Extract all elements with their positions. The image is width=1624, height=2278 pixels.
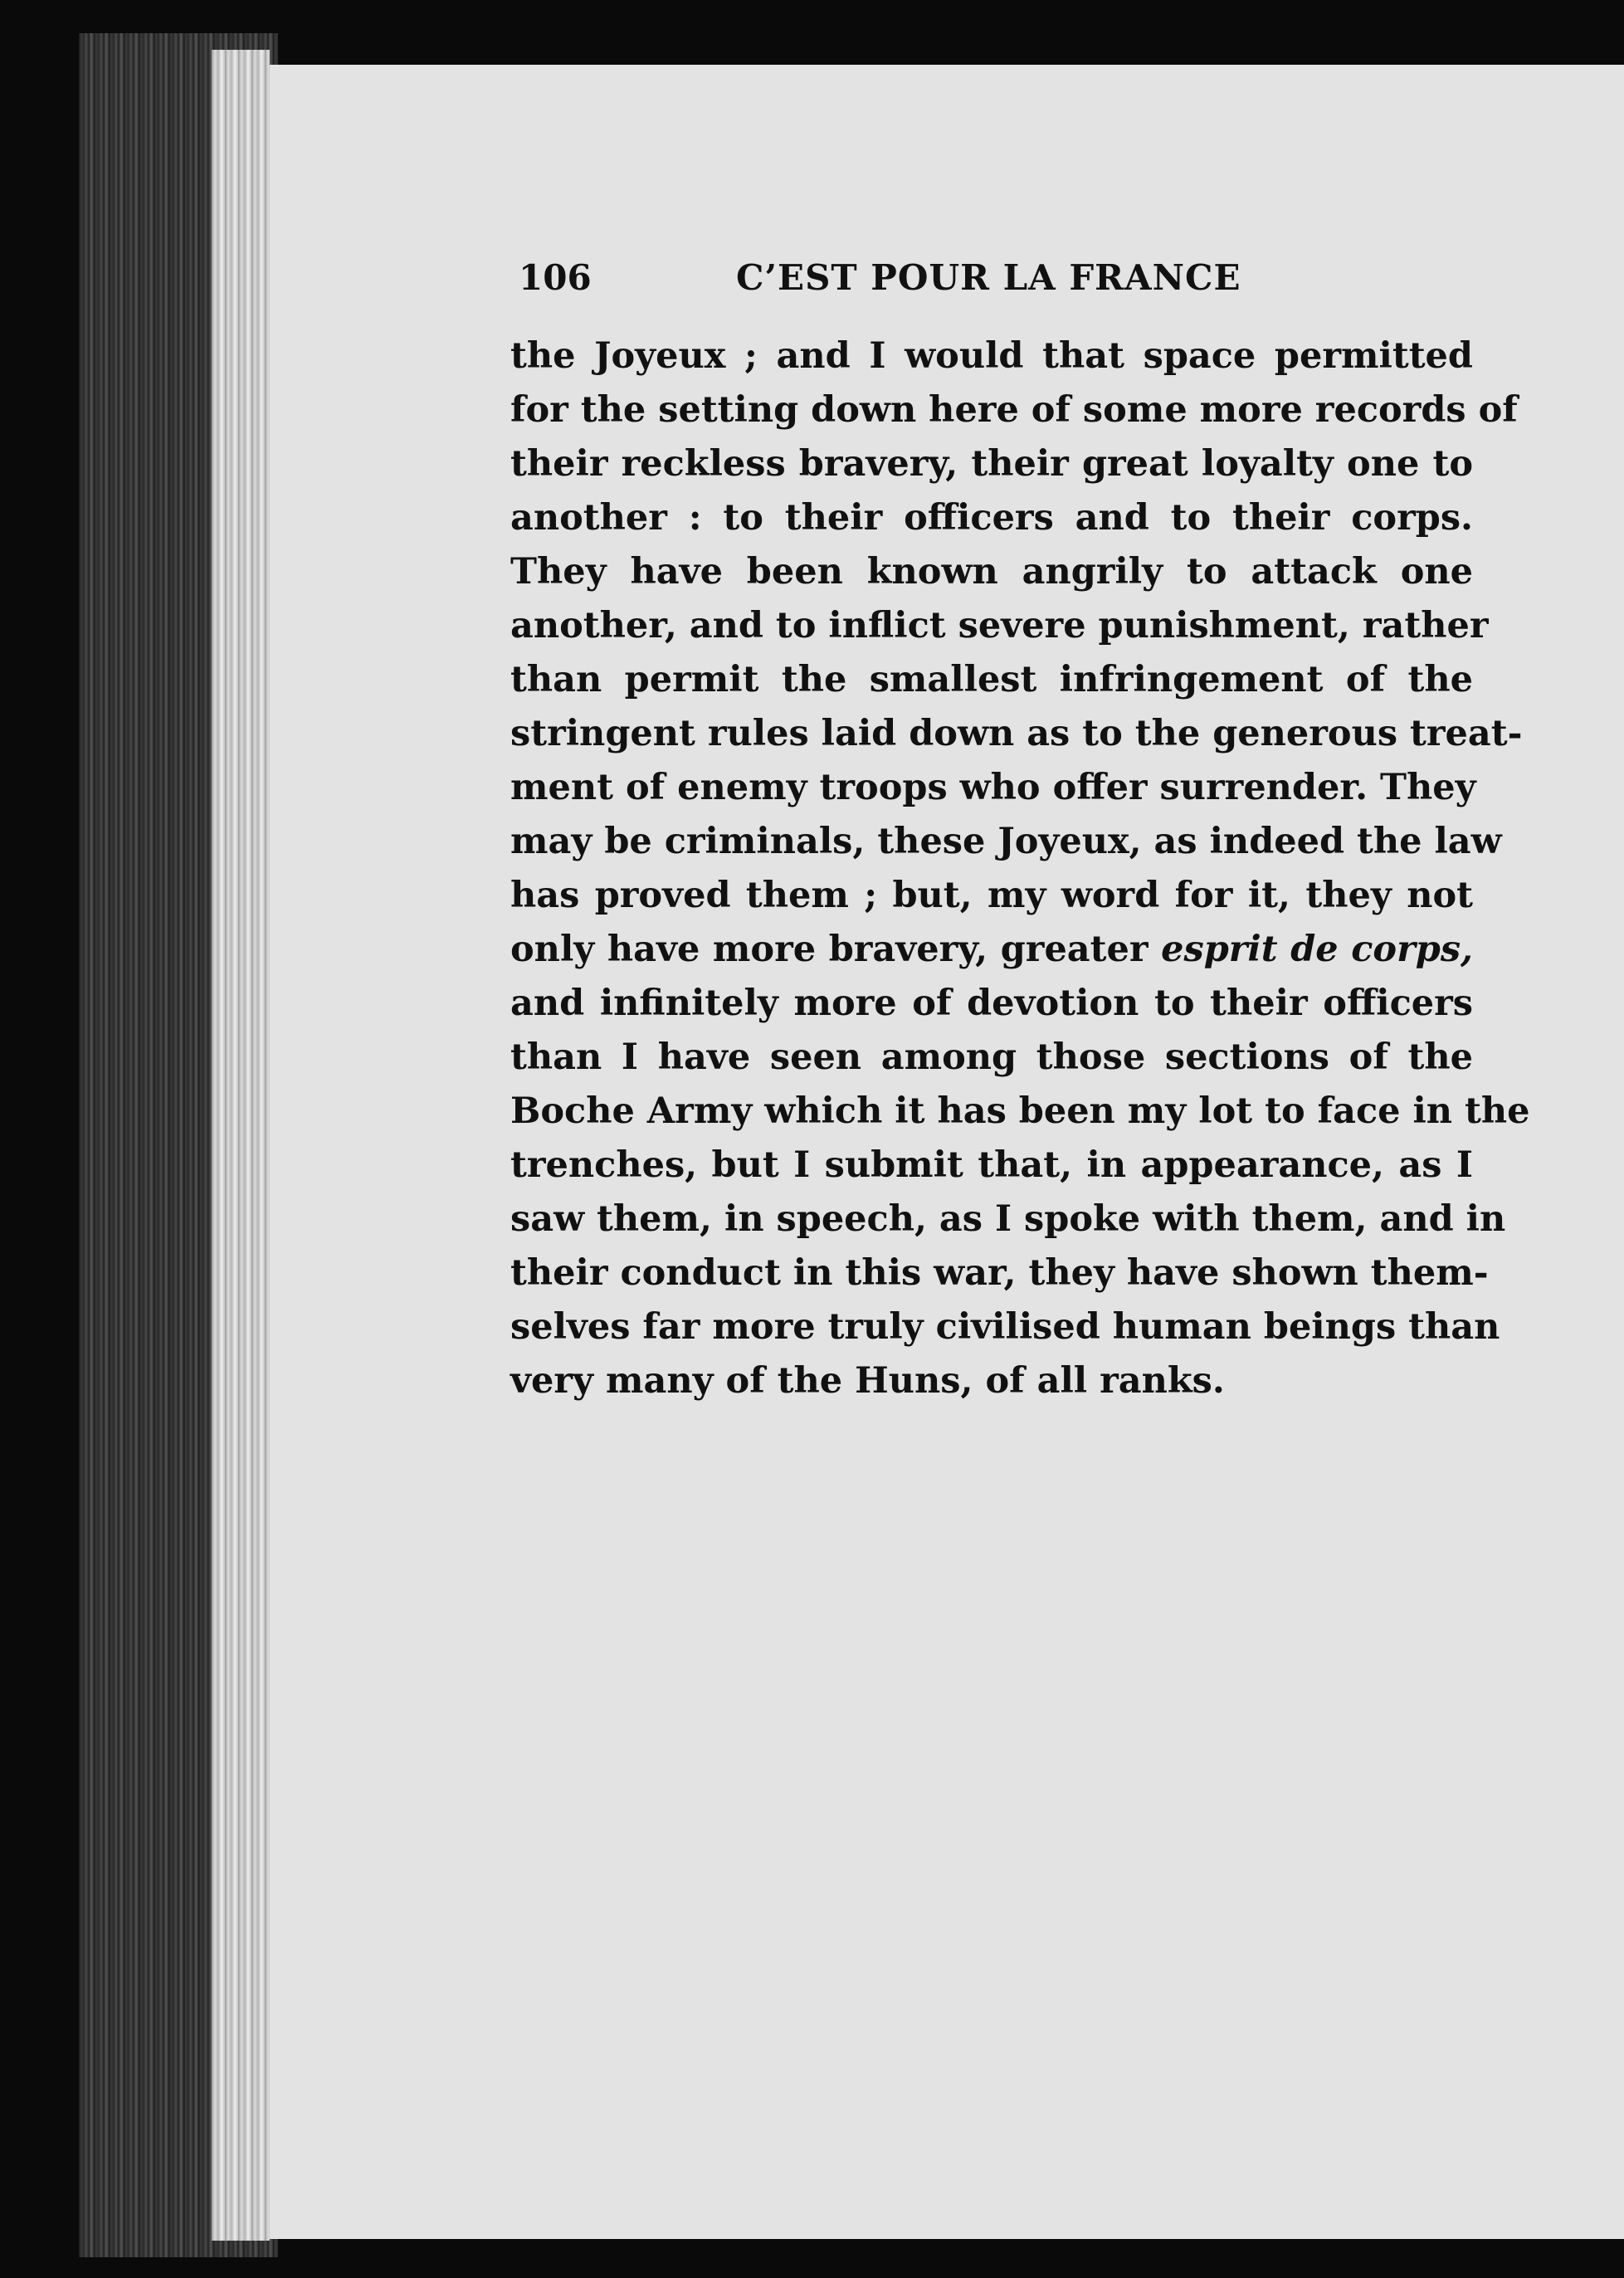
- text-line: Boche Army which it has been my lot to face in the: [510, 1090, 1530, 1132]
- text-line: saw them, in speech, as I spoke with them, and in: [510, 1198, 1506, 1240]
- text-line: stringent rules laid down as to the generous treat-: [510, 713, 1523, 754]
- text-line: for the setting down here of some more records of: [510, 389, 1518, 431]
- text-line-start: only have more bravery, greater: [510, 929, 1162, 970]
- text-line: their conduct in this war, they have shown them-: [510, 1252, 1489, 1294]
- text-line: another, and to inflict severe punishment, rather: [510, 605, 1489, 646]
- text-line: has proved them ; but, my word for it, they not: [510, 875, 1473, 916]
- text-line: They have been known angrily to attack one: [510, 551, 1473, 593]
- page-number: 106: [519, 257, 592, 298]
- text-line: their reckless bravery, their great loyalty one to: [510, 443, 1473, 485]
- text-line-last: very many of the Huns, of all ranks.: [510, 1360, 1225, 1402]
- book-page-edges-light: [212, 50, 270, 2241]
- running-title: C’EST POUR LA FRANCE: [736, 257, 1241, 298]
- text-line: the Joyeux ; and I would that space permitted: [510, 335, 1473, 377]
- text-line: than permit the smallest infringement of the: [510, 659, 1473, 700]
- text-line: than I have seen among those sections of the: [510, 1037, 1473, 1078]
- text-line: may be criminals, these Joyeux, as indeed the law: [510, 821, 1502, 862]
- text-line: ment of enemy troops who offer surrender. They: [510, 767, 1476, 808]
- text-line: selves far more truly civilised human beings than: [510, 1306, 1500, 1348]
- running-head: [519, 257, 1257, 307]
- body-text: [510, 329, 1530, 1408]
- text-line-with-italic: [510, 923, 1473, 977]
- text-line: and infinitely more of devotion to their officers: [510, 983, 1473, 1024]
- text-line: another : to their officers and to their corps.: [510, 497, 1473, 539]
- text-line: trenches, but I submit that, in appearance, as I: [510, 1144, 1473, 1186]
- italic-phrase: esprit de corps,: [1161, 929, 1473, 970]
